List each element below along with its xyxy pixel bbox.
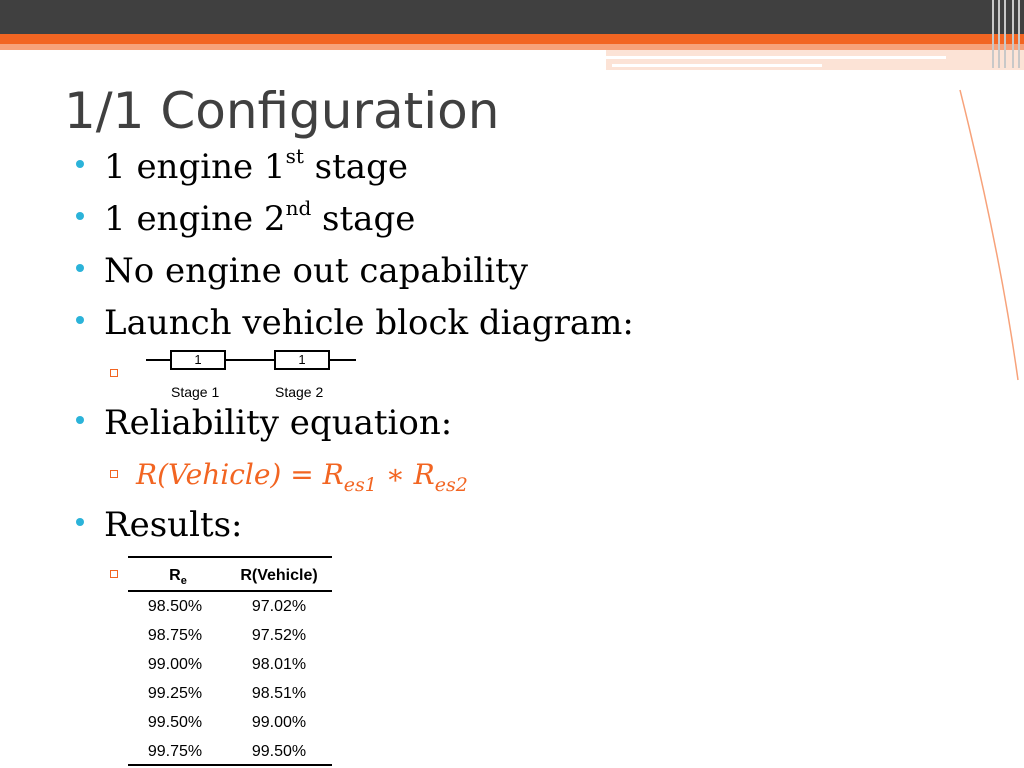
- slide-title: 1/1 Configuration: [64, 82, 500, 140]
- sub-bullet-icon: [110, 570, 118, 578]
- table-cell: 99.50%: [251, 743, 307, 760]
- table-cell: 98.51%: [251, 685, 307, 702]
- reliability-equation: R(Vehicle) = $R_{es1}$ ∗ $R_{es2}$: [136, 458, 468, 496]
- table-cell: 99.00%: [147, 656, 203, 673]
- stage2-label: Stage 2: [275, 384, 324, 400]
- bullet-dot-icon: [76, 518, 84, 526]
- table-cell: 98.01%: [251, 656, 307, 673]
- table-cell: 97.52%: [251, 627, 307, 644]
- bullet-dot-icon: [76, 264, 84, 272]
- bullet-dot-icon: [76, 316, 84, 324]
- stage2-block: 1: [274, 350, 330, 370]
- table-cell: 97.02%: [251, 598, 307, 615]
- sub-bullet-icon: [110, 369, 118, 377]
- table-cell: 99.75%: [147, 743, 203, 760]
- table-header-rvehicle: R(Vehicle): [240, 567, 318, 584]
- table-cell: 99.25%: [147, 685, 203, 702]
- bullet-dot-icon: [76, 160, 84, 168]
- bullet-dot-icon: [76, 416, 84, 424]
- bullet-dot-icon: [76, 212, 84, 220]
- table-cell: 98.50%: [147, 598, 203, 615]
- stage1-label: Stage 1: [171, 384, 220, 400]
- stage1-block: 1: [170, 350, 226, 370]
- table-cell: 99.50%: [147, 714, 203, 731]
- table-header-re: $R_e$: [169, 567, 187, 588]
- table-cell: 98.75%: [147, 627, 203, 644]
- sub-bullet-icon: [110, 470, 118, 478]
- table-cell: 99.00%: [251, 714, 307, 731]
